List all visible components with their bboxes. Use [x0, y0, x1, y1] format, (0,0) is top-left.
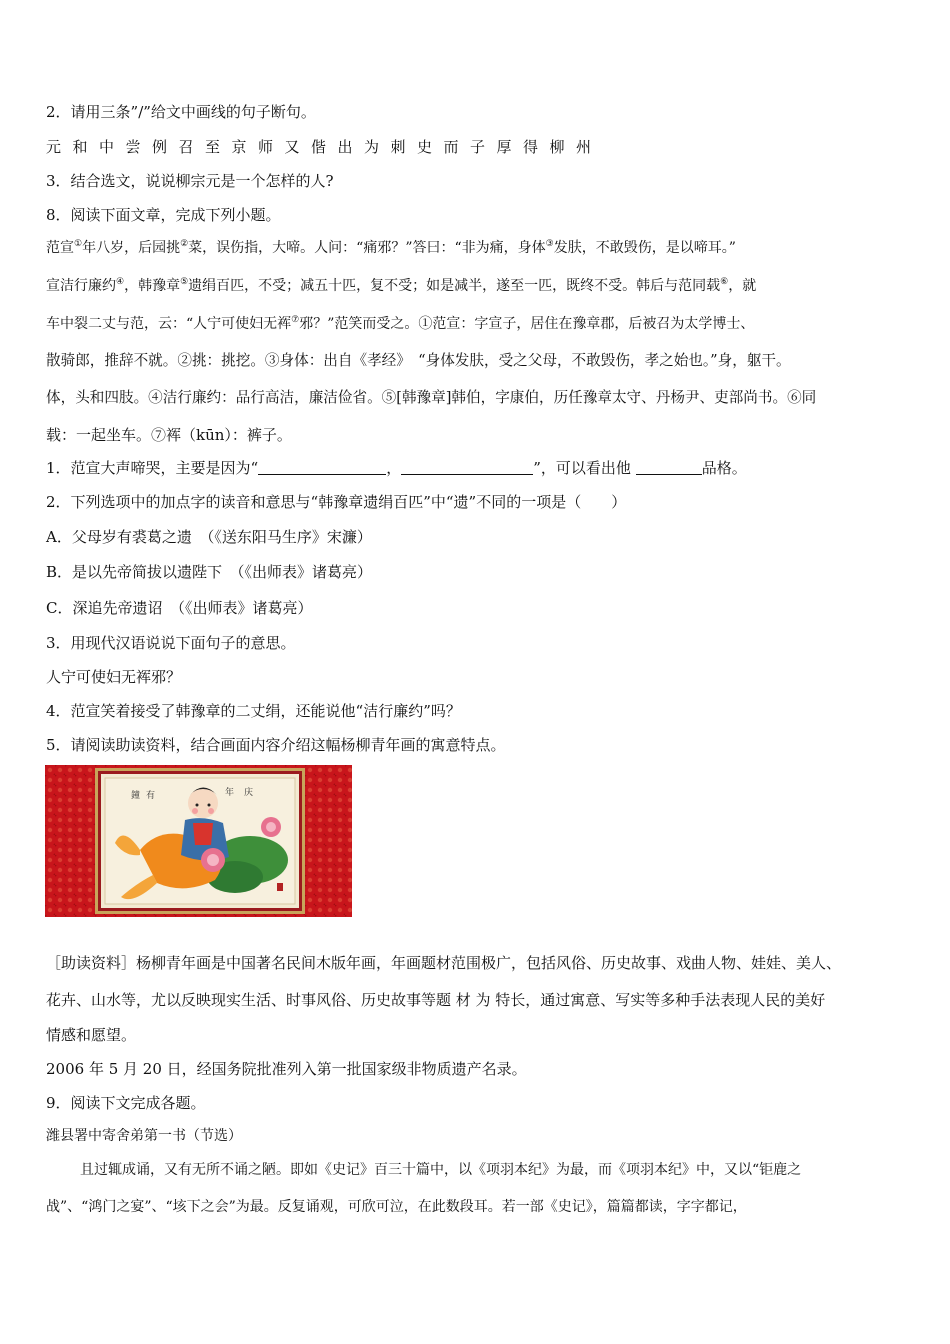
question-3-translate: 3．用现代汉语说说下面句子的意思。	[46, 634, 296, 652]
footnote-line-2: 体，头和四肢。④洁行廉约：品行高洁，廉洁俭省。⑤[韩豫章]韩伯，字康伯，历任豫章太守、丹杨尹、吏部尚书。⑥同	[46, 389, 817, 406]
reading-aid-line-1: ［助读资料］杨柳青年画是中国著名民间木版年画，年画题材范围极广，包括风俗、历史故事、戏曲人物、娃娃、美人、	[46, 954, 842, 972]
letter-paragraph-line-1: 且过辄成诵，又有无所不诵之陋。即如《史记》百三十篇中，以《项羽本纪》为最，而《项羽本纪》中，又以“钜鹿之	[80, 1162, 802, 1178]
inscription-left: 鐘有	[131, 791, 162, 801]
option-a: A．父母岁有裘葛之遗 （《送东阳马生序》宋濂）	[46, 528, 372, 546]
inscription-right: 年庆	[225, 788, 264, 798]
question-5: 5．请阅读助读资料，结合画面内容介绍这幅杨柳青年画的寓意特点。	[46, 736, 506, 754]
reading-aid-line-4: 2006 年 5 月 20 日，经国务院批准列入第一批国家级非物质遗产名录。	[46, 1060, 527, 1078]
footnote-line-3: 载：一起坐车。⑦裈（kūn）：裤子。	[46, 426, 292, 444]
answer-blank[interactable]	[258, 460, 386, 475]
question-3: 3．结合选文，说说柳宗元是一个怎样的人?	[46, 172, 334, 190]
reading-aid-line-3: 情感和愿望。	[46, 1026, 137, 1044]
question-2-punctuation: 2．请用三条”/”给文中画线的句子断句。	[46, 103, 316, 121]
passage-line-3: 车中裂二丈与范，云：“人宁可使妇无裈⑦邪？”范笑而受之。①范宣：字宣子，居住在豫章郡，后被召为太学博士、	[46, 315, 755, 332]
answer-blank[interactable]	[636, 460, 702, 475]
new-year-painting-image	[45, 765, 352, 917]
option-b: B．是以先帝简拔以遗陛下 （《出师表》诸葛亮）	[46, 563, 373, 581]
footnote-line-1: 散骑郎，推辞不就。②挑：挑挖。③身体：出自《孝经》 “身体发肤，受之父母，不敢毁伤，孝之始也。”身，躯干。	[46, 352, 791, 369]
question-4: 4．范宣笑着接受了韩豫章的二丈绢，还能说他“洁行廉约”吗？	[46, 702, 461, 720]
classical-text-line: 元和中尝例召至京师又偕出为刺史而子厚得柳州	[46, 138, 603, 156]
passage-line-2: 宣洁行廉约④，韩豫章⑤遗绢百匹，不受；减五十匹，复不受；如是减半，遂至一匹，既终不受。韩后与范同载⑥，就	[46, 277, 757, 294]
letter-title: 潍县署中寄舍弟第一书（节选）	[46, 1128, 242, 1144]
letter-paragraph-line-2: 战”、“鸿门之宴”、“垓下之会”为最。反复诵观，可欣可泣，在此数段耳。若一部《史记》，篇篇都读，字字都记，	[46, 1199, 747, 1215]
sentence-to-translate: 人宁可使妇无裈邪？	[46, 668, 182, 686]
section-9-title: 9．阅读下文完成各题。	[46, 1094, 206, 1112]
passage-line-1: 范宣①年八岁，后园挑②菜，误伤指，大啼。人问：“痛邪？”答曰：“非为痛，身体③发肤，不敢毁伤，是以啼耳。”	[46, 239, 736, 256]
answer-blank[interactable]	[401, 460, 533, 475]
option-c: C．深追先帝遗诏 （《出师表》诸葛亮）	[46, 599, 313, 617]
question-2-choice: 2．下列选项中的加点字的读音和意思与“韩豫章遗绢百匹”中“遗”不同的一项是（ ）	[46, 493, 627, 511]
reading-aid-line-2: 花卉、山水等，尤以反映现实生活、时事风俗、历史故事等题 材 为 特长，通过寓意、写实等多种手法表现人民的美好	[46, 991, 826, 1009]
section-8-title: 8．阅读下面文章，完成下列小题。	[46, 206, 281, 224]
question-1-fill-blank: 1．范宣大声啼哭，主要是因为“ ， ”，可以看出他 品格。	[46, 459, 747, 477]
